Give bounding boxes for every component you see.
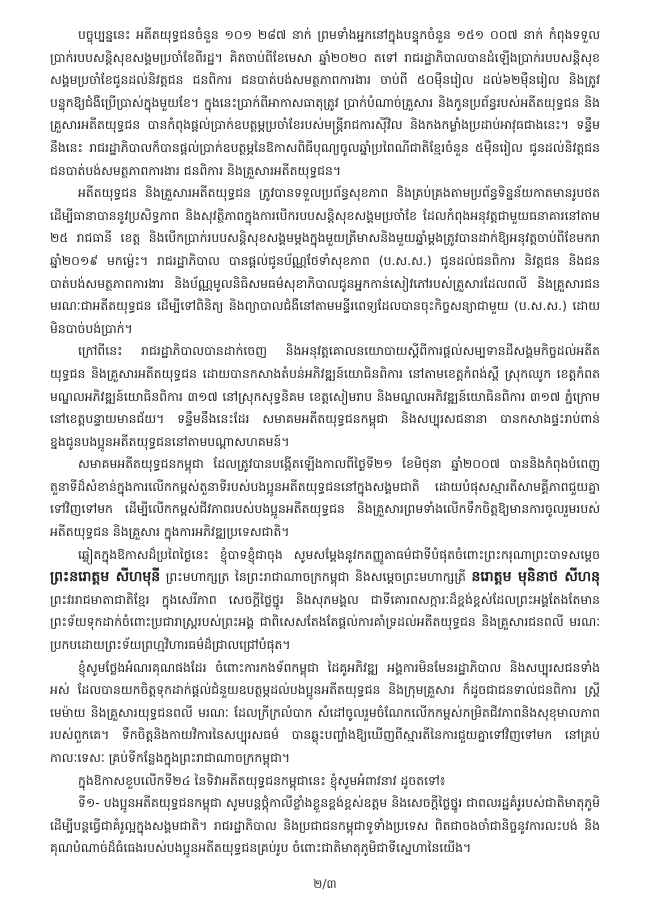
page-number: ២/៣ — [313, 877, 337, 891]
paragraph-veterans-association: សមាគមអតីតយុទ្ធជនកម្ពុជា ដែលត្រូវបានបង្កើតឡើងកាលពីថ្ងៃទី២១ ខែមិថុនា ឆ្នាំ២០០៧ បាននិងកំពុងបំពេញតួនាទីដ៏សំខាន់ក្នុងការលើកកម្ពស់តួនាទីរបស់បងប្អូនអតីតយុទ្ធជននៅក្នុងសង្គមជាតិ ដោយបំផុសស្មារតីសាមគ្គីភាពជួយគ្នាទៅវិញទៅមក ដើម្បីលើកកម្ពស់ជីវភាពរបស់បងប្អូនអតីតយុទ្ធជន និងគ្រួសារព្រមទាំងលើកទឹកចិត្តឱ្យមានការចូលរួមរបស់អតីតយុទ្ធជន និងគ្រួសារ ក្នុងការអភិវឌ្ឍប្រទេសជាតិ។ — [50, 456, 600, 540]
paragraph-pension-increase: បច្ចុប្បន្ននេះ អតីតយុទ្ធជនចំនួន ១០១ ២៨៧ នាក់ ព្រមទាំងអ្នកនៅក្នុងបន្ទុកចំនួន ១៥១ ០០៧ នាក់ កំពុងទទួលប្រាក់របបសន្តិសុខសង្គមប្រចាំខែពីរដ្ឋ។ គិតចាប់ពីខែមេសា ឆ្នាំ២០២០ តទៅ រាជរដ្ឋាភិបាលបានដំឡើងប្រាក់របបសន្តិសុខសង្គមប្រចាំខែជូនដល់និវត្តជន ជនពិការ ជនបាត់បង់សមត្ថភាពការងារ ចាប់ពី ៥០ម៉ឺនរៀល ដល់៦២ម៉ឺនរៀល និងត្រូវបន្ទុកឱ្យជំងឺប្រើប្រាស់ក្នុងមួយខែ។ ក្នុងនេះប្រាក់ពីអាកាសធាតុត្រូវ ប្រាក់បំណាច់គ្រួសារ និងកូនប្រព័ន្ធរបស់អតីតយុទ្ធជន និងគ្រួសារអតីតយុទ្ធជន បានកំពុងផ្តល់ប្រាក់ឧបត្ថម្ភប្រចាំខែរបស់មន្ត្រីរាជការស៊ីវិល និងកងកម្លាំងប្រដាប់អាវុធជាងនេះ។ ទន្ទឹមនឹងនេះ រាជរដ្ឋាភិបាលក៏បានផ្តល់ប្រាក់ឧបត្ថម្ភនៃឱកាសពិធីបុណ្យចូលឆ្នាំប្រពៃណីជាតិខ្មែរចំនួន ៥ម៉ឺនរៀល ជូនដល់និវត្តជន ជនបាត់បង់សមត្ថភាពការងារ ជនពិការ និងគ្រួសារអតីតយុទ្ធជន។ — [50, 27, 600, 178]
paragraph-appeal-intro: ក្នុងឱកាសខួបលើកទី២៤ នៃទិវាអតីតយុទ្ធជនកម្ពុជានេះ ខ្ញុំសូមអំពាវនាវ ដូចតទៅ៖ — [78, 772, 446, 788]
queen-name: នរោត្តម មុនិនាថ សីហនុ — [471, 569, 600, 586]
royal-gratitude-middle: ព្រះមហាក្សត្រ នៃព្រះរាជាណាចក្រកម្ពុជា និងសម្តេចព្រះមហាក្សត្រី — [165, 569, 466, 585]
paragraph-thanks-partners: ខ្ញុំសូមថ្លែងអំណរគុណផងដែរ ចំពោះការកងទ័ពកម្ពុជា ដៃគូអភិវឌ្ឍ អង្គការមិនមែនរដ្ឋាភិបាល និងសប្បុរសជនទាំងអស់ ដែលបានយកចិត្តទុកដាក់ផ្តល់ជំនួយឧបត្ថម្ភដល់បងប្អូនអតីតយុទ្ធជន និងក្រុមគ្រួសារ ក៏ដូចជាជនទាល់ជនពិការ ស្រ្តីមេម៉ាយ និងគ្រួសារយុទ្ធជនពលី មរណៈ ដែលក្រីក្រលំបាក សំដៅចូលរួមចំណែកលើកកម្ពស់កម្រិតជីវភាពនិងសុខុមាលភាពរបស់ពួកគេ។ ទឹកចិត្តនិងកាយវិការនៃសប្បុរសធម៌ បានឆ្លុះបញ្ចាំងឱ្យឃើញពីស្មារតីនៃការជួយគ្នាទៅវិញទៅមក នៅគ្រប់កាលៈទេសៈ គ្រប់ទីកន្លែងក្នុងព្រះរាជាណាចក្រកម្ពុជា។ — [50, 659, 600, 765]
king-name: ព្រះនរោត្តម សីហមុនី — [50, 569, 161, 586]
royal-gratitude-intro: ឆ្លៀតក្នុងឱកាសដ៏ប្រពៃថ្ងៃនេះ ខ្ញុំបាទខ្ញុំជាចុង សូមសម្តែងនូវកតញ្ញូតាធម៌ជាទីបំផុតចំពោះព្រះករុណាព្រះបាទសម្តេច — [78, 546, 600, 562]
paragraph-appeal-point-1: ទី១- បងប្អូនអតីតយុទ្ធជនកម្ពុជា សូមបន្តថ្កុំកាលីខ្លាំងខ្លួនខ្ពង់ខ្ពស់ឧត្តម និងសេចក្តីថ្លៃថ្នូរ ជាពលរដ្ឋគំរូរបស់ជាតិមាតុភូមិ ដើម្បីបន្តធ្វើជាគំរូល្អក្នុងសង្គមជាតិ។ រាជរដ្ឋាភិបាល និងប្រជាជនកម្ពុជាទូទាំងប្រទេស ពិតជាចងចាំជានិច្ចនូវការលះបង់ និងគុណបំណាច់ដ៏ធំធេងរបស់បងប្អូនអតីតយុទ្ធជនគ្រប់រូប ចំពោះជាតិមាតុភូមិជាទីស្នេហានៃយើង។ — [50, 795, 600, 856]
royal-gratitude-end: ព្រះវររាជមាតាជាតិខ្មែរ ក្នុងសេរីភាព សេចក្តីថ្លៃថ្នូរ និងសុភមង្គល ជាទីគោរពសក្ការៈដ៏ខ្ពង់ខ្ពស់ដែលព្រះអង្គតែងតែមានព្រះទ័យទុកដាក់ចំពោះប្រជារាស្ត្ររបស់ព្រះអង្គ ជាពិសេសតែងតែផ្តល់ការគាំទ្រដល់អតីតយុទ្ធជន និងគ្រួសារជនពលី មរណៈ ប្រកបដោយព្រះទ័យព្រហ្មវិហារធម៌ដ៏ជ្រាលជ្រៅបំផុត។ — [50, 591, 600, 653]
paragraph-health-care: អតីតយុទ្ធជន និងគ្រួសារអតីតយុទ្ធជន ត្រូវបានទទួលប្រព័ន្ធសុខភាព និងគ្រប់គ្រងតាមប្រព័ន្ធទិន្នន័យកាតមានរូបថត ដើម្បីធានាបាននូវប្រសិទ្ធភាព និងសុវត្ថិភាពក្នុងការបើករបបសន្តិសុខសង្គមប្រចាំខែ ដែលកំពុងអនុវត្តជាមួយធនាគារនៅតាម ២៥ រាជធានី ខេត្ត និងបើកប្រាក់របបសន្តិសុខសង្គមម្តងក្នុងមួយត្រីមាសនិងមួយឆ្នាំម្តងត្រូវបានដាក់ឱ្យអនុវត្តចាប់ពីខែមករា ឆ្នាំ២០១៩ មកម្ល៉េះ។ រាជរដ្ឋាភិបាល បានផ្តល់ជូនប័ណ្ណថែទាំសុខភាព (ប.ស.ស.) ជូនដល់ជនពិការ និវត្តជន និងជនបាត់បង់សមត្ថភាពការងារ និងប័ណ្ណមូលនិធិសមធម៌សុខាភិបាលជូនអ្នកកាន់សៀវភៅរបស់គ្រួសារដែលពលី និងគ្រួសារជនមរណៈជាអតីតយុទ្ធជន ដើម្បីទៅពិនិត្យ និងព្យាបាលជំងឺនៅតាមមន្ទីរពេទ្យដែលបានចុះកិច្ចសន្យាជាមួយ (ប.ស.ស.) ដោយមិនបាច់បង់ប្រាក់។ — [50, 185, 600, 336]
paragraph-social-land: ក្រៅពីនេះ រាជរដ្ឋាភិបាលបានដាក់ចេញ និងអនុវត្តគោលនយោបាយស្តីពីការផ្តល់សម្បទានដីសង្គមកិច្ចដល់អតីតយុទ្ធជន និងគ្រួសារអតីតយុទ្ធជន ដោយបានកសាងតំបន់អភិវឌ្ឍន៍យោធិនពិការ នៅតាមខេត្តកំពង់ស្ពឺ ស្រុកឈូក ខេត្តកំពតមណ្ឌលអភិវឌ្ឍន៍យោធិនពិការ ៣១៧ នៅស្រុកសុទ្ធនិគម ខេត្តសៀមរាប និងមណ្ឌលអភិវឌ្ឍន៍យោធិនពិការ ៣១៧ ភ្នំក្រោម នៅខេត្តបន្ទាយមានជ័យ។ ទន្ទឹមនឹងនេះដែរ សមាគមអតីតយុទ្ធជនកម្ពុជា និងសប្បុរសជនានា បានកសាងផ្ទះរាប់ពាន់ខ្នងជូនបងប្អូនអតីតយុទ្ធជននៅតាមបណ្តាសហគមន៍។ — [50, 343, 600, 449]
paragraph-royal-gratitude — [50, 544, 600, 657]
